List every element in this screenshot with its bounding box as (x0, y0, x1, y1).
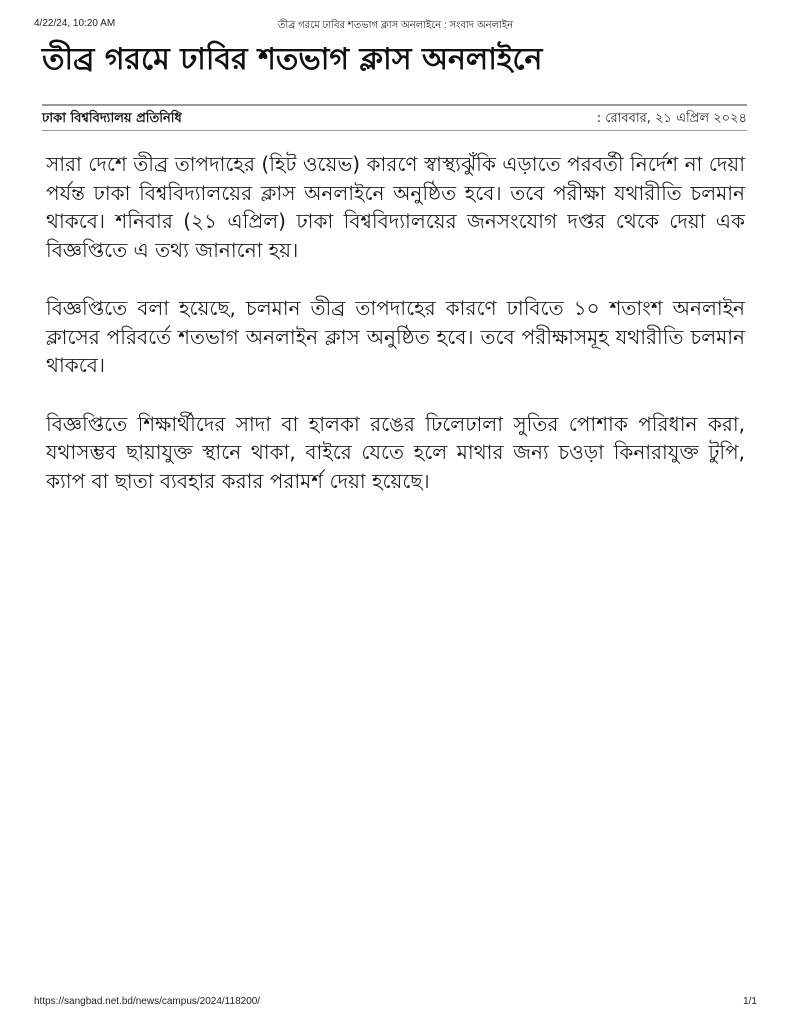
print-datetime: 4/22/24, 10:20 AM (34, 18, 116, 29)
print-page-title: তীব্র গরমে ঢাবির শতভাগ ক্লাস অনলাইনে : সংবাদ অনলাইন (277, 20, 514, 31)
article-author: ঢাকা বিশ্ববিদ্যালয় প্রতিনিধি (42, 111, 182, 126)
print-url[interactable]: https://sangbad.net.bd/news/campus/2024/118200/ (34, 996, 261, 1007)
print-header (34, 18, 757, 32)
article-paragraph: সারা দেশে তীব্র তাপদাহের (হিট ওয়েভ) কারণে স্বাস্থ্যঝুঁকি এড়াতে পরবর্তী নির্দেশ না দেয়া পর্যন্ত ঢাকা বিশ্ববিদ্যালয়ের ক্লাস অনলাইনে অনুষ্ঠিত হবে। তবে পরীক্ষা যথারীতি চলমান থাকবে। শনিবার (২১ এপ্রিল) ঢাকা বিশ্ববিদ্যালয়ের জনসংযোগ দপ্তর থেকে দেয়া এক বিজ্ঞপ্তিতে এ তথ্য জানানো হয়। (46, 152, 745, 262)
print-footer (34, 996, 757, 1010)
article-paragraph: বিজ্ঞপ্তিতে বলা হয়েছে, চলমান তীব্র তাপদাহের কারণে ঢাবিতে ১০ শতাংশ অনলাইন ক্লাসের পরিবর্তে শতভাগ অনলাইন ক্লাস অনুষ্ঠিত হবে। তবে পরীক্ষাসমূহ যথারীতি চলমান থাকবে। (46, 296, 745, 377)
print-page-number: 1/1 (743, 996, 757, 1007)
article-body (46, 150, 745, 525)
article-title: তীব্র গরমে ঢাবির শতভাগ ক্লাস অনলাইনে (42, 42, 543, 77)
article-paragraph: বিজ্ঞপ্তিতে শিক্ষার্থীদের সাদা বা হালকা রঙের ঢিলেঢালা সুতির পোশাক পরিধান করা, যথাসম্ভব ছায়াযুক্ত স্থানে থাকা, বাইরে যেতে হলে মাথার জন্য চওড়া কিনারাযুক্ত টুপি, ক্যাপ বা ছাতা ব্যবহার করার পরামর্শ দেয়া হয়েছে। (46, 411, 745, 493)
article-date: : রোববার, ২১ এপ্রিল ২০২৪ (596, 111, 747, 126)
byline-bar (42, 104, 747, 131)
